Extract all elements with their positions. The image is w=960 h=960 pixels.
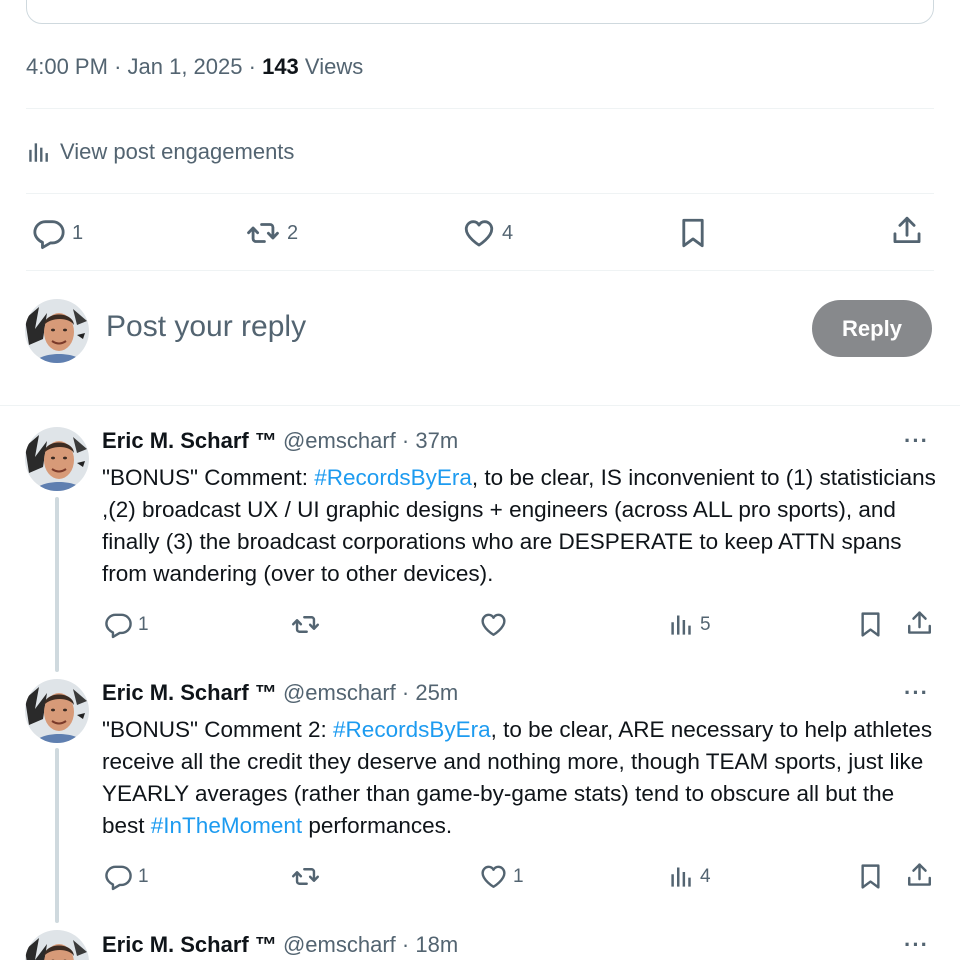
reply-icon xyxy=(32,216,66,250)
hashtag-link[interactable]: #RecordsByEra xyxy=(314,465,472,490)
bookmark-icon xyxy=(676,216,710,250)
analytics-icon xyxy=(668,610,695,639)
like-icon xyxy=(462,216,496,250)
quoted-card-edge xyxy=(26,0,934,24)
repost-button[interactable]: 2 xyxy=(245,216,298,250)
thread-line xyxy=(55,748,59,923)
reply-icon xyxy=(104,862,133,891)
reply-button[interactable]: 1 xyxy=(104,862,149,891)
avatar[interactable] xyxy=(25,299,89,363)
reply-time[interactable]: 18m xyxy=(415,932,459,957)
hashtag-link[interactable]: #RecordsByEra xyxy=(333,717,491,742)
repost-button[interactable] xyxy=(290,862,326,891)
author-name[interactable]: Eric M. Scharf ™ xyxy=(102,932,277,957)
reply-button[interactable]: 1 xyxy=(104,610,149,639)
divider xyxy=(26,270,934,271)
post-meta: 4:00 PM · Jan 1, 2025 · 143 Views xyxy=(26,54,364,79)
share-icon xyxy=(890,214,924,248)
share-button[interactable] xyxy=(890,214,924,248)
hashtag-link[interactable]: #InTheMoment xyxy=(150,813,303,838)
reply-header: Eric M. Scharf ™ @emscharf · 18m xyxy=(102,932,459,957)
more-icon[interactable]: ··· xyxy=(904,680,929,705)
author-handle[interactable]: @emscharf xyxy=(282,932,396,957)
divider xyxy=(26,108,934,109)
post-date[interactable]: Jan 1, 2025 xyxy=(127,54,243,79)
more-icon[interactable]: ··· xyxy=(904,428,929,453)
bookmark-icon xyxy=(856,610,885,639)
author-handle[interactable]: @emscharf xyxy=(282,680,396,705)
repost-icon xyxy=(290,862,321,891)
share-icon xyxy=(905,861,934,890)
repost-icon xyxy=(245,216,281,250)
reply-submit-button[interactable]: Reply xyxy=(812,300,932,357)
reply-header: Eric M. Scharf ™ @emscharf · 37m xyxy=(102,428,459,453)
share-button[interactable] xyxy=(905,861,934,890)
author-name[interactable]: Eric M. Scharf ™ xyxy=(102,428,277,453)
like-icon xyxy=(479,610,508,639)
avatar[interactable] xyxy=(25,930,89,960)
reply-text: "BONUS" Comment: #RecordsByEra, to be clear, IS inconvenient to (1) statisticians ,(2) broadcast UX / UI graphic designs + engineers (across ALL pro sports), and finally (3) the broadcast corporations who are DESPERATE to keep ATTN spans from wandering (over to other devices). xyxy=(102,465,936,586)
like-button[interactable]: 4 xyxy=(462,216,513,250)
reply-text: "BONUS" Comment 2: #RecordsByEra, to be clear, ARE necessary to help athletes receive all the credit they deserve and nothing more, though TEAM sports, just like YEARLY averages (rather than game-by-game stats) tend to obscure all but the best #InTheMoment performances. xyxy=(102,717,933,838)
analytics-icon xyxy=(668,862,695,891)
divider xyxy=(26,193,934,194)
thread-line xyxy=(55,497,59,672)
analytics-icon xyxy=(26,139,52,165)
reply-input[interactable]: Post your reply xyxy=(106,310,307,343)
bookmark-button[interactable] xyxy=(856,610,885,639)
views-button[interactable]: 4 xyxy=(668,862,711,891)
author-handle[interactable]: @emscharf xyxy=(282,428,396,453)
share-button[interactable] xyxy=(905,609,934,638)
bookmark-button[interactable] xyxy=(676,216,710,250)
more-icon[interactable]: ··· xyxy=(904,932,929,957)
share-icon xyxy=(905,609,934,638)
like-button[interactable] xyxy=(479,610,513,639)
views-label: Views xyxy=(304,54,364,79)
repost-icon xyxy=(290,610,321,639)
bookmark-button[interactable] xyxy=(856,862,885,891)
bookmark-icon xyxy=(856,862,885,891)
divider xyxy=(0,405,960,406)
reply-icon xyxy=(104,610,133,639)
like-icon xyxy=(479,862,508,891)
repost-button[interactable] xyxy=(290,610,326,639)
view-engagements-link[interactable]: View post engagements xyxy=(26,136,294,168)
reply-header: Eric M. Scharf ™ @emscharf · 25m xyxy=(102,680,459,705)
like-button[interactable]: 1 xyxy=(479,862,524,891)
reply-button[interactable]: 1 xyxy=(32,216,83,250)
post-time[interactable]: 4:00 PM xyxy=(26,54,108,79)
reply-time[interactable]: 37m xyxy=(415,428,459,453)
reply-time[interactable]: 25m xyxy=(415,680,459,705)
views-button[interactable]: 5 xyxy=(668,610,711,639)
views-count: 143 xyxy=(262,54,299,79)
avatar[interactable] xyxy=(25,427,89,491)
avatar[interactable] xyxy=(25,679,89,743)
author-name[interactable]: Eric M. Scharf ™ xyxy=(102,680,277,705)
